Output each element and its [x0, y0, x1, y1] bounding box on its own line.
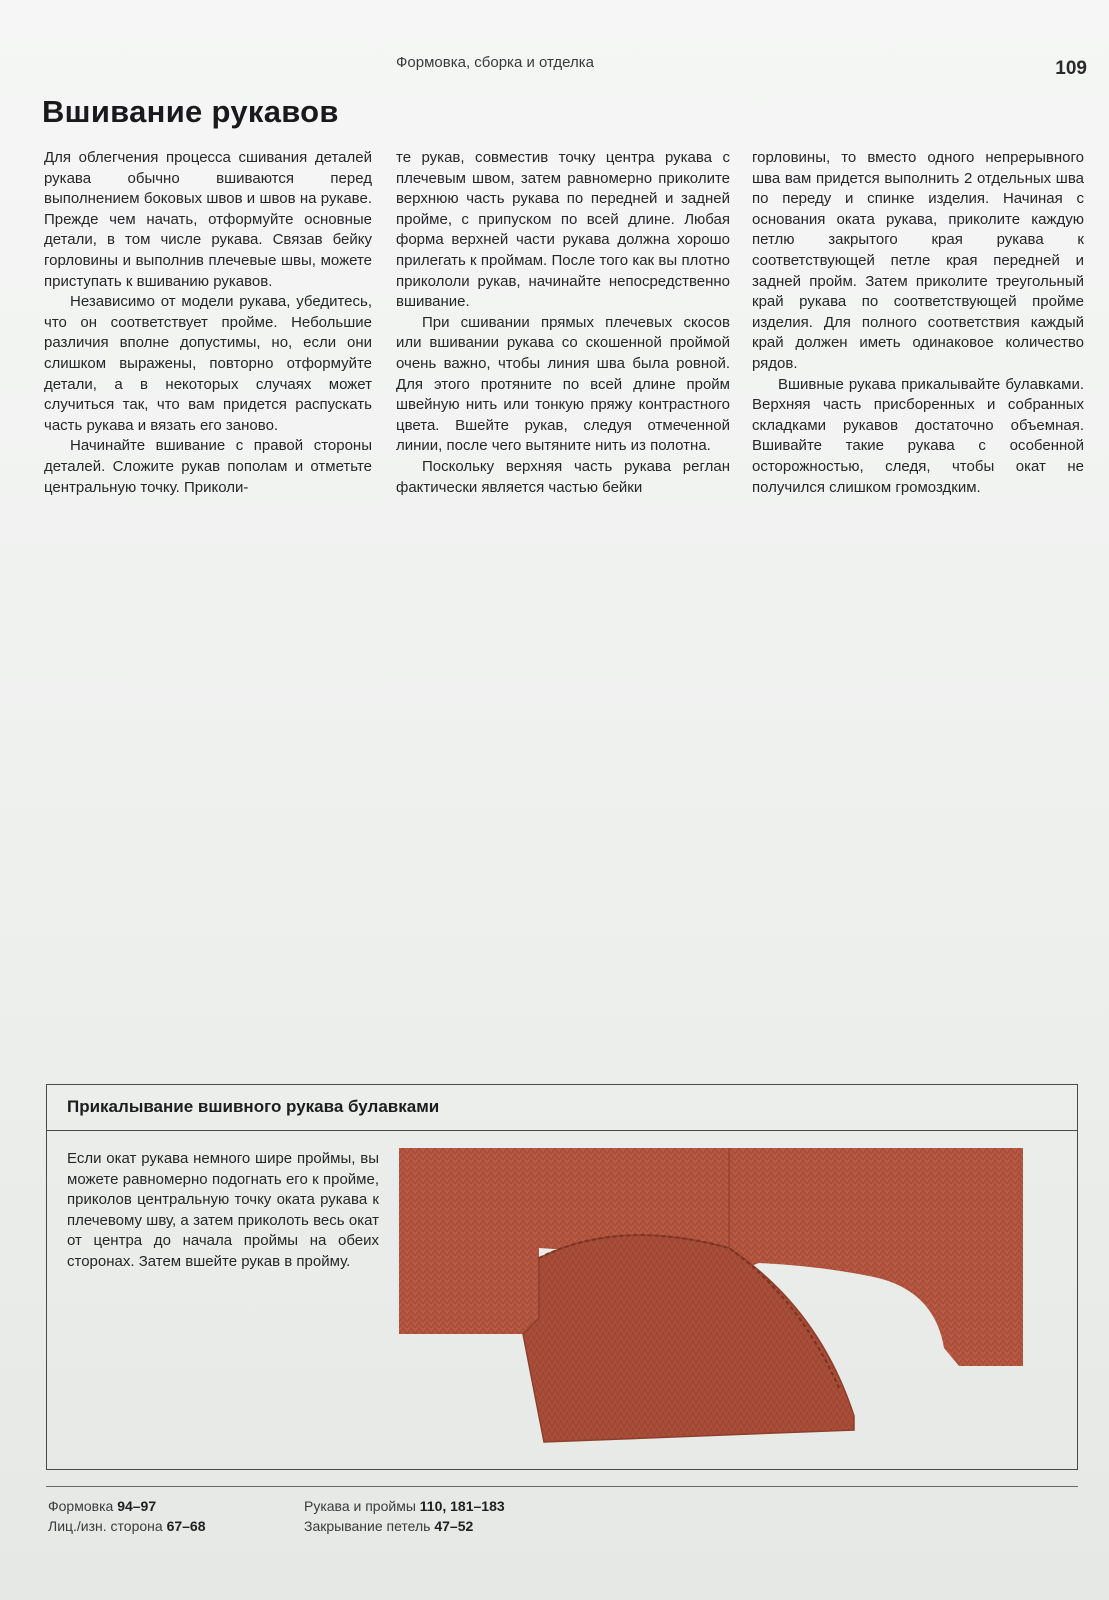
paragraph: горловины, то вместо одного непрерывного шва вам придется выполнить 2 отдельных шва по переду и спинке изделия. Начиная с основания оката рукава, приколите каждую петлю закрытого края рукава к соответствующей петле края передней и задней пройм. Затем приколите треугольный край рукава по соответствующей пройме изделия. Для полного соответствия каждый край должен иметь одинаковое количество рядов. — [752, 149, 1084, 372]
text-column-1 — [44, 148, 372, 498]
cross-reference: Рукава и проймы 110, 181–183 — [304, 1498, 505, 1514]
paragraph: Независимо от модели рукава, убедитесь, что он соответствует пройме. Небольшие различия вполне допустимы, но, если они слишком выражены, повторно отформуйте детали, а в некоторых случаях может случиться так, что вам придется распускать часть рукава и вязать его заново. — [44, 293, 372, 434]
paragraph: Поскольку верхняя часть рукава реглан фактически является частью бейки — [396, 457, 730, 496]
text-column-2 — [396, 148, 730, 498]
article-title: Вшивание рукавов — [42, 94, 339, 129]
knitted-sleeve-photo — [399, 1148, 1023, 1450]
page-number: 109 — [1055, 58, 1087, 79]
cross-references-right — [304, 1496, 505, 1536]
sidebar-box-text: Если окат рукава немного шире проймы, вы можете равномерно подогнать его к пройме, приколов центральную точку оката рукава к плечевому шву, а затем приколоть весь окат от центра до начала проймы на обеих сторонах. Затем вшейте рукав в пройму. — [67, 1150, 379, 1270]
sidebar-box — [46, 1084, 1078, 1470]
footer-rule — [46, 1486, 1078, 1487]
paragraph: Начинайте вшивание с правой стороны деталей. Сложите рукав пополам и отметьте центральную точку. Приколи- — [44, 437, 372, 496]
cross-reference: Формовка 94–97 — [48, 1498, 157, 1514]
text-column-3 — [752, 148, 1084, 498]
sidebar-box-title: Прикалывание вшивного рукава булавками — [47, 1085, 1077, 1131]
paragraph: Вшивные рукава прикалывайте булавками. Верхняя часть присборенных и собранных складками рукавов достаточно объемная. Вшивайте такие рукава с особенной осторожностью, следя, чтобы окат не получился слишком громоздким. — [752, 375, 1084, 496]
running-head: Формовка, сборка и отделка — [396, 54, 594, 71]
paragraph: При сшивании прямых плечевых скосов или вшивании рукава со скошенной проймой очень важно, чтобы линия шва была ровной. Для этого протяните по всей длине пройм швейную нить или тонкую пряжу контрастного цвета. Вшейте рукав, следуя отмеченной линии, после чего вытяните нить из полотна. — [396, 313, 730, 455]
paragraph: Для облегчения процесса сшивания деталей рукава обычно вшиваются перед выполнением боковых швов и швов на рукаве. Прежде чем начать, отформуйте основные детали, в том числе рукава. Связав бейку горловины и выполнив плечевые швы, можете приступать к вшиванию рукавов. — [44, 149, 372, 290]
cross-reference: Закрывание петель 47–52 — [304, 1518, 474, 1534]
cross-references-left — [48, 1496, 206, 1536]
cross-reference: Лиц./изн. сторона 67–68 — [48, 1518, 206, 1534]
paragraph: те рукав, совместив точку центра рукава с плечевым швом, затем равномерно приколите верхнюю часть рукава по передней и задней пройме, с припуском по всей длине. Любая форма верхней части рукава должна хорошо прилегать к проймам. После того как вы плотно прикололи рукав, начинайте непосредственно вшивание. — [396, 149, 730, 311]
